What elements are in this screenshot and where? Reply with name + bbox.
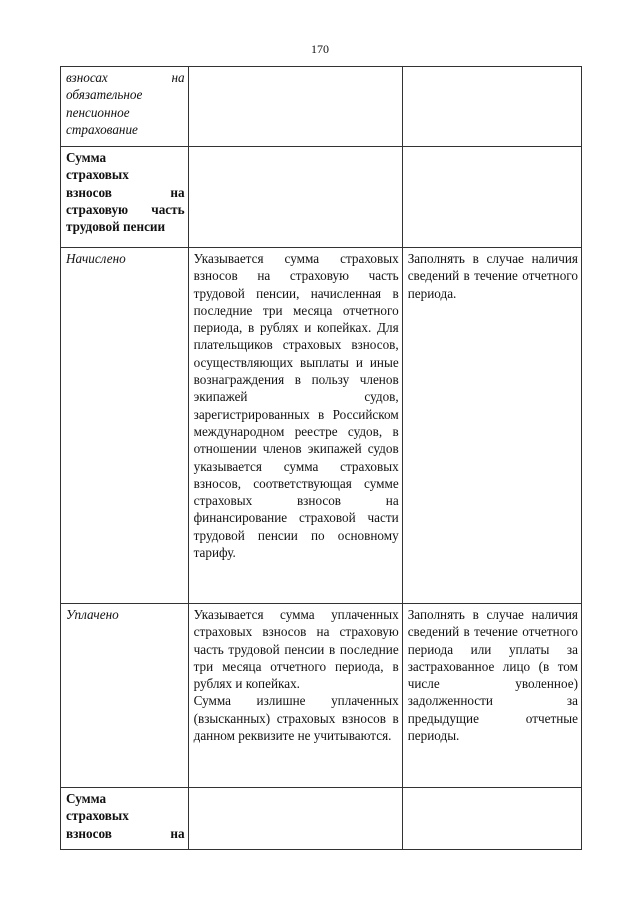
label-line: Начислено — [66, 251, 126, 266]
row-label-cell — [61, 67, 189, 147]
description-cell — [188, 67, 402, 147]
label-line: обязательное — [66, 87, 143, 103]
page-number: 170 — [311, 42, 329, 56]
label-line: пенсионное — [66, 104, 130, 120]
note-text: Заполнять в случае наличия сведений в течение отчетного периода или уплаты за застрахованное лицо (в том числе уволенное) задолженности за предыдущие отчетные периоды. — [407, 607, 578, 744]
heading-line: страховых — [66, 808, 129, 824]
description-cell — [188, 604, 402, 788]
note-cell — [402, 604, 581, 788]
note-cell — [402, 788, 581, 850]
heading-line: взносов на — [66, 184, 185, 200]
table-row — [61, 788, 582, 850]
description-cell — [188, 788, 402, 850]
description-text: Указывается сумма страховых взносов на страховую часть трудовой пенсии, начисленная в последние три месяца отчетного периода, в рублях и копейках. Для плательщиков страховых взносов, осуществляющих выплаты и иные вознаграждения в пользу членов экипажей судов, зарегистрированных в Российском международном реестре судов, в отношении членов экипажей судов указывается сумма страховых взносов, соответствующая сумме страховых взносов на финансирование страховой части трудовой пенсии по основному тарифу. — [193, 251, 399, 561]
heading-line: страховую часть — [66, 201, 185, 217]
table-row — [61, 67, 582, 147]
table-row — [61, 248, 582, 604]
label-line: взносах на — [66, 70, 185, 85]
note-cell — [402, 147, 581, 248]
description-text: Указывается сумма уплаченных страховых взносов на страховую часть трудовой пенсии в последние три месяца отчетного периода, в рублях и копейках. — [193, 607, 399, 692]
label-line: Уплачено — [66, 607, 119, 622]
table-row — [61, 604, 582, 788]
table-row — [61, 147, 582, 248]
description-cell — [188, 248, 402, 604]
row-label-cell — [61, 604, 189, 788]
note-text: Заполнять в случае наличия сведений в течение отчетного периода. — [407, 251, 578, 301]
heading-line: трудовой пенсии — [66, 219, 166, 235]
requisites-table — [60, 66, 582, 850]
heading-line: взносов на — [66, 825, 185, 841]
description-cell — [188, 147, 402, 248]
heading-line: страховых — [66, 167, 129, 183]
section-heading-cell — [61, 788, 189, 850]
label-line: страхование — [66, 121, 138, 137]
heading-line: Сумма — [66, 791, 107, 806]
section-heading-cell — [61, 147, 189, 248]
description-text: Сумма излишне уплаченных (взысканных) страховых взносов в данном реквизите не учитываются. — [193, 693, 399, 744]
note-cell — [402, 67, 581, 147]
heading-line: Сумма — [66, 150, 107, 165]
row-label-cell — [61, 248, 189, 604]
note-cell — [402, 248, 581, 604]
